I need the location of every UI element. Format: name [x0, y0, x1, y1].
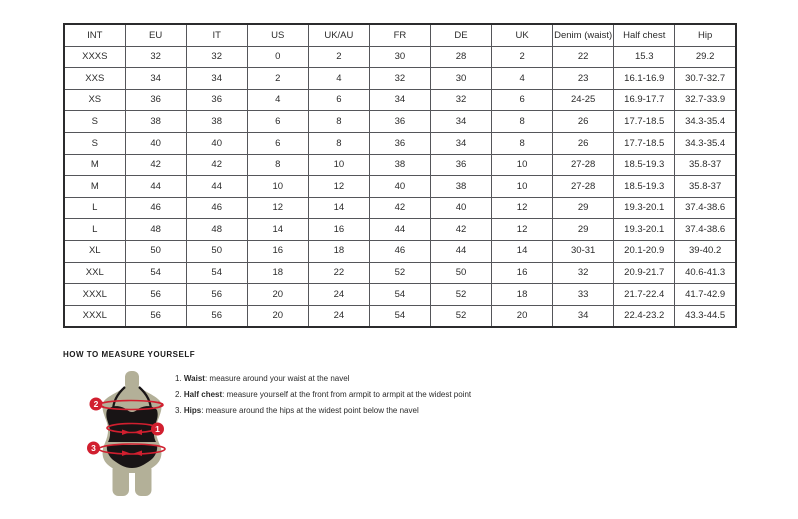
- table-cell: 2: [492, 46, 553, 68]
- table-cell: 8: [308, 132, 369, 154]
- table-cell: 29.2: [675, 46, 736, 68]
- table-cell: 35.8-37: [675, 154, 736, 176]
- table-cell: 34: [186, 68, 247, 90]
- table-cell: 29: [553, 219, 614, 241]
- table-cell: 12: [492, 219, 553, 241]
- table-cell: 27-28: [553, 154, 614, 176]
- table-cell: 18: [492, 284, 553, 306]
- table-cell: 36: [186, 89, 247, 111]
- table-cell: 30-31: [553, 240, 614, 262]
- table-cell: 54: [125, 262, 186, 284]
- table-cell: 20: [247, 284, 308, 306]
- table-cell: 54: [186, 262, 247, 284]
- table-cell: 48: [125, 219, 186, 241]
- table-cell: XXXL: [64, 284, 125, 306]
- table-cell: 18: [308, 240, 369, 262]
- table-cell: 19.3-20.1: [614, 219, 675, 241]
- table-cell: 20.1-20.9: [614, 240, 675, 262]
- step-label: Half chest: [183, 390, 223, 399]
- table-cell: 34: [430, 132, 491, 154]
- table-cell: 34: [430, 111, 491, 133]
- table-cell: 44: [369, 219, 430, 241]
- step-number: 1.: [175, 374, 182, 383]
- table-cell: 24: [308, 284, 369, 306]
- measure-heading: HOW TO MEASURE YOURSELF: [63, 350, 196, 359]
- table-cell: 56: [186, 305, 247, 327]
- table-cell: 37.4-38.6: [675, 197, 736, 219]
- step-number: 3.: [175, 406, 182, 415]
- table-cell: 10: [492, 154, 553, 176]
- column-header: IT: [186, 24, 247, 46]
- table-cell: 32: [430, 89, 491, 111]
- table-cell: 8: [492, 111, 553, 133]
- table-row: [64, 176, 736, 198]
- table-cell: 10: [308, 154, 369, 176]
- table-cell: XXXS: [64, 46, 125, 68]
- table-cell: 52: [430, 305, 491, 327]
- table-cell: 38: [186, 111, 247, 133]
- table-row: [64, 111, 736, 133]
- table-cell: 34.3-35.4: [675, 111, 736, 133]
- table-cell: XXL: [64, 262, 125, 284]
- table-cell: 36: [125, 89, 186, 111]
- table-cell: L: [64, 219, 125, 241]
- table-row: [64, 262, 736, 284]
- waist-marker-number: 1: [155, 424, 160, 434]
- table-cell: 46: [369, 240, 430, 262]
- column-header: EU: [125, 24, 186, 46]
- table-cell: 40.6-41.3: [675, 262, 736, 284]
- table-row: [64, 240, 736, 262]
- table-cell: S: [64, 111, 125, 133]
- table-cell: 23: [553, 68, 614, 90]
- table-cell: 12: [308, 176, 369, 198]
- size-chart-head: [64, 24, 736, 46]
- chest-marker-number: 2: [93, 399, 99, 409]
- table-cell: 22: [308, 262, 369, 284]
- table-cell: 28: [430, 46, 491, 68]
- table-cell: 54: [369, 305, 430, 327]
- table-row: [64, 219, 736, 241]
- table-cell: 44: [186, 176, 247, 198]
- table-cell: 36: [369, 132, 430, 154]
- table-cell: 21.7-22.4: [614, 284, 675, 306]
- table-cell: 34: [369, 89, 430, 111]
- table-cell: 30: [430, 68, 491, 90]
- table-cell: 32: [186, 46, 247, 68]
- table-cell: 50: [430, 262, 491, 284]
- table-cell: 4: [247, 89, 308, 111]
- chest-marker-badge: [90, 398, 103, 411]
- table-cell: 26: [553, 111, 614, 133]
- table-cell: 40: [186, 132, 247, 154]
- table-cell: 8: [247, 154, 308, 176]
- table-cell: 34: [125, 68, 186, 90]
- table-cell: 22.4-23.2: [614, 305, 675, 327]
- table-cell: 46: [125, 197, 186, 219]
- hips-marker-number: 3: [91, 443, 96, 453]
- table-cell: 42: [186, 154, 247, 176]
- table-cell: 8: [492, 132, 553, 154]
- table-cell: 40: [125, 132, 186, 154]
- table-cell: 16.1-16.9: [614, 68, 675, 90]
- table-row: [64, 284, 736, 306]
- table-cell: 50: [186, 240, 247, 262]
- table-cell: 52: [369, 262, 430, 284]
- table-cell: 6: [492, 89, 553, 111]
- table-cell: L: [64, 197, 125, 219]
- table-cell: 44: [125, 176, 186, 198]
- table-cell: 16: [492, 262, 553, 284]
- table-cell: 36: [430, 154, 491, 176]
- table-cell: 6: [308, 89, 369, 111]
- table-cell: M: [64, 154, 125, 176]
- table-cell: 16.9-17.7: [614, 89, 675, 111]
- table-cell: 42: [430, 219, 491, 241]
- table-cell: 2: [308, 46, 369, 68]
- mannequin-left-leg: [113, 464, 130, 496]
- table-cell: 14: [308, 197, 369, 219]
- table-cell: 33: [553, 284, 614, 306]
- table-cell: 24: [308, 305, 369, 327]
- table-row: [64, 68, 736, 90]
- step-text: : measure around the hips at the widest point below the navel: [201, 406, 419, 415]
- mannequin-right-leg: [135, 464, 152, 496]
- table-row: [64, 46, 736, 68]
- table-cell: 14: [247, 219, 308, 241]
- table-cell: 56: [125, 284, 186, 306]
- table-cell: 8: [308, 111, 369, 133]
- measure-figure: [80, 369, 185, 498]
- step-label: Hips: [183, 406, 202, 415]
- column-header: UK/AU: [308, 24, 369, 46]
- table-cell: XXS: [64, 68, 125, 90]
- table-cell: 32: [369, 68, 430, 90]
- column-header: US: [247, 24, 308, 46]
- step-label: Waist: [183, 374, 205, 383]
- table-cell: 52: [430, 284, 491, 306]
- table-cell: 24-25: [553, 89, 614, 111]
- table-cell: 34: [553, 305, 614, 327]
- table-cell: 42: [125, 154, 186, 176]
- table-cell: 32: [125, 46, 186, 68]
- table-cell: 2: [247, 68, 308, 90]
- table-cell: 12: [492, 197, 553, 219]
- size-chart-header-row: [64, 24, 736, 46]
- table-cell: 17.7-18.5: [614, 132, 675, 154]
- table-cell: 41.7-42.9: [675, 284, 736, 306]
- table-cell: 38: [369, 154, 430, 176]
- table-cell: 38: [125, 111, 186, 133]
- table-cell: 22: [553, 46, 614, 68]
- measure-steps-list: [175, 371, 471, 419]
- step-number: 2.: [175, 390, 182, 399]
- table-cell: XS: [64, 89, 125, 111]
- table-cell: 32.7-33.9: [675, 89, 736, 111]
- column-header: Denim (waist): [553, 24, 614, 46]
- table-cell: 35.8-37: [675, 176, 736, 198]
- column-header: INT: [64, 24, 125, 46]
- table-cell: 29: [553, 197, 614, 219]
- hips-marker-badge: [87, 442, 100, 455]
- table-row: [64, 132, 736, 154]
- table-row: [64, 305, 736, 327]
- measure-figure-illustration: [80, 369, 185, 498]
- table-cell: S: [64, 132, 125, 154]
- table-cell: 12: [247, 197, 308, 219]
- table-cell: 15.3: [614, 46, 675, 68]
- table-cell: 54: [369, 284, 430, 306]
- table-cell: 6: [247, 111, 308, 133]
- table-cell: 37.4-38.6: [675, 219, 736, 241]
- waist-marker-badge: [151, 423, 164, 436]
- table-cell: 30: [369, 46, 430, 68]
- table-cell: 36: [369, 111, 430, 133]
- table-cell: XXXL: [64, 305, 125, 327]
- column-header: Half chest: [614, 24, 675, 46]
- size-chart-table: [63, 23, 737, 328]
- table-cell: 19.3-20.1: [614, 197, 675, 219]
- column-header: Hip: [675, 24, 736, 46]
- table-cell: 6: [247, 132, 308, 154]
- table-cell: 56: [186, 284, 247, 306]
- table-cell: 17.7-18.5: [614, 111, 675, 133]
- table-cell: 30.7-32.7: [675, 68, 736, 90]
- table-cell: XL: [64, 240, 125, 262]
- table-row: [64, 154, 736, 176]
- table-row: [64, 89, 736, 111]
- step-text: : measure around your waist at the navel: [204, 374, 350, 383]
- measure-step: [175, 371, 471, 387]
- table-cell: 20: [492, 305, 553, 327]
- table-cell: 18.5-19.3: [614, 176, 675, 198]
- table-cell: 18.5-19.3: [614, 154, 675, 176]
- table-cell: 16: [247, 240, 308, 262]
- table-cell: 0: [247, 46, 308, 68]
- table-cell: 38: [430, 176, 491, 198]
- table-cell: M: [64, 176, 125, 198]
- table-cell: 40: [430, 197, 491, 219]
- table-cell: 39-40.2: [675, 240, 736, 262]
- size-chart-body: [64, 46, 736, 327]
- table-cell: 14: [492, 240, 553, 262]
- table-cell: 48: [186, 219, 247, 241]
- measure-step: [175, 403, 471, 419]
- table-cell: 32: [553, 262, 614, 284]
- table-cell: 44: [430, 240, 491, 262]
- table-cell: 40: [369, 176, 430, 198]
- table-cell: 43.3-44.5: [675, 305, 736, 327]
- column-header: UK: [492, 24, 553, 46]
- table-cell: 10: [492, 176, 553, 198]
- table-row: [64, 197, 736, 219]
- table-cell: 20.9-21.7: [614, 262, 675, 284]
- table-cell: 50: [125, 240, 186, 262]
- column-header: DE: [430, 24, 491, 46]
- table-cell: 18: [247, 262, 308, 284]
- table-cell: 16: [308, 219, 369, 241]
- table-cell: 26: [553, 132, 614, 154]
- table-cell: 46: [186, 197, 247, 219]
- table-cell: 4: [492, 68, 553, 90]
- column-header: FR: [369, 24, 430, 46]
- table-cell: 10: [247, 176, 308, 198]
- table-cell: 20: [247, 305, 308, 327]
- table-cell: 4: [308, 68, 369, 90]
- table-cell: 42: [369, 197, 430, 219]
- step-text: : measure yourself at the front from armpit to armpit at the widest point: [222, 390, 472, 399]
- table-cell: 34.3-35.4: [675, 132, 736, 154]
- table-cell: 27-28: [553, 176, 614, 198]
- measure-step: [175, 387, 471, 403]
- table-cell: 56: [125, 305, 186, 327]
